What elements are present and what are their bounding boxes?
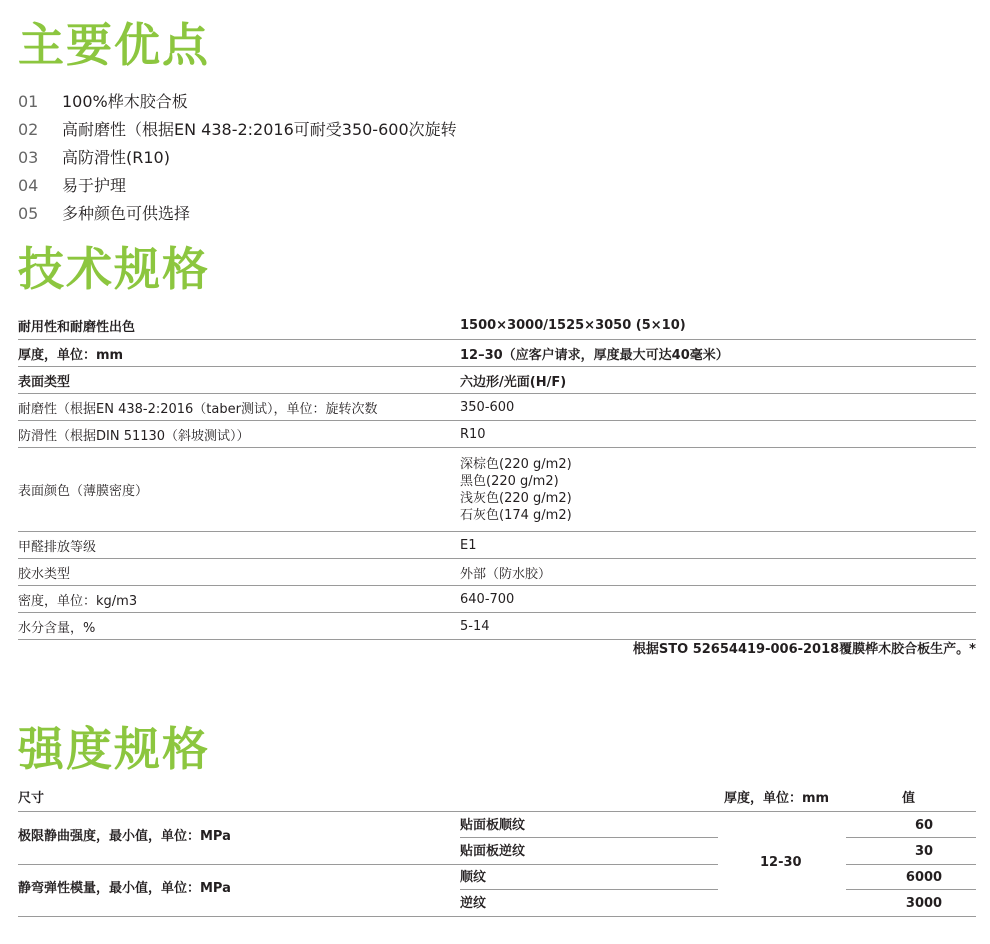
divider [18, 811, 976, 812]
item-text: 易于护理 [62, 176, 127, 195]
spec-value: 外部（防水胶） [460, 566, 552, 582]
color-option: 浅灰色(220 g/m2) [460, 490, 572, 506]
header-value: 值 [902, 791, 916, 806]
spec-value: R10 [460, 426, 486, 442]
color-option: 黑色(220 g/m2) [460, 473, 559, 489]
list-item [18, 172, 457, 200]
table-row [18, 448, 976, 532]
spec-label: 表面颜色（薄膜密度） [18, 484, 149, 499]
item-number: 04 [18, 176, 39, 195]
divider [460, 837, 718, 838]
item-number: 02 [18, 120, 39, 139]
item-text: 高耐磨性（根据EN 438-2:2016可耐受350-600次旋转 [62, 120, 457, 139]
divider [18, 916, 976, 917]
table-row [18, 421, 976, 448]
strength-value: 60 [914, 818, 934, 833]
advantages-list [18, 88, 457, 228]
strength-value: 3000 [905, 896, 943, 911]
strength-label: 静弯弹性模量，最小值，单位：MPa [18, 881, 231, 896]
divider [846, 889, 976, 890]
header-size: 尺寸 [18, 791, 45, 806]
item-text: 100%桦木胶合板 [62, 92, 188, 111]
list-item [18, 144, 457, 172]
color-option: 深棕色(220 g/m2) [460, 456, 572, 472]
spec-value: E1 [460, 537, 477, 553]
table-row [18, 394, 976, 421]
footnote: 根据STO 52654419-006-2018覆膜桦木胶合板生产。* [632, 642, 976, 657]
strength-label: 极限静曲强度，最小值，单位：MPa [18, 829, 231, 844]
table-row [18, 367, 976, 394]
thickness-value: 12-30 [760, 855, 802, 870]
table-row [18, 340, 976, 367]
divider [846, 864, 976, 865]
strength-value: 30 [914, 844, 934, 859]
header-thickness: 厚度，单位：mm [724, 791, 830, 806]
spec-label: 甲醛排放等级 [18, 539, 97, 555]
table-row [18, 312, 976, 340]
divider [846, 837, 976, 838]
grain-direction: 贴面板顺纹 [460, 818, 526, 833]
list-item [18, 88, 457, 116]
spec-label: 胶水类型 [18, 566, 71, 582]
spec-label: 耐用性和耐磨性出色 [18, 320, 136, 335]
spec-value-list [460, 448, 572, 531]
grain-direction: 贴面板逆纹 [460, 844, 526, 859]
specs-title: 技术规格 [18, 242, 210, 296]
advantages-title: 主要优点 [18, 18, 210, 72]
item-number: 05 [18, 204, 39, 223]
table-row [18, 532, 976, 559]
spec-label: 防滑性（根据DIN 51130（斜坡测试）） [18, 428, 250, 444]
spec-value: 12–30（应客户请求，厚度最大可达40毫米） [460, 347, 729, 363]
spec-label: 厚度，单位：mm [18, 347, 124, 363]
grain-direction: 逆纹 [460, 896, 487, 911]
table-row [18, 613, 976, 640]
spec-label: 表面类型 [18, 374, 71, 390]
grain-direction: 顺纹 [460, 870, 487, 885]
spec-value: 六边形/光面(H/F) [460, 374, 567, 390]
spec-label: 密度，单位：kg/m3 [18, 593, 138, 609]
list-item [18, 200, 457, 228]
spec-value: 350-600 [460, 399, 515, 415]
item-number: 01 [18, 92, 39, 111]
specs-table [18, 312, 976, 640]
divider [460, 889, 718, 890]
strength-title: 强度规格 [18, 722, 210, 776]
spec-value: 640-700 [460, 591, 515, 607]
strength-table [18, 786, 976, 918]
spec-value: 5-14 [460, 618, 490, 634]
spec-label: 水分含量，% [18, 620, 96, 636]
table-row [18, 586, 976, 613]
spec-value: 1500×3000/1525×3050 (5×10) [460, 318, 686, 333]
strength-value: 6000 [905, 870, 943, 885]
item-text: 多种颜色可供选择 [62, 204, 191, 223]
item-text: 高防滑性(R10) [62, 148, 170, 167]
item-number: 03 [18, 148, 39, 167]
table-row [18, 559, 976, 586]
divider [18, 864, 718, 865]
color-option: 石灰色(174 g/m2) [460, 507, 572, 523]
spec-label: 耐磨性（根据EN 438-2:2016（taber测试），单位：旋转次数 [18, 401, 378, 417]
list-item [18, 116, 457, 144]
